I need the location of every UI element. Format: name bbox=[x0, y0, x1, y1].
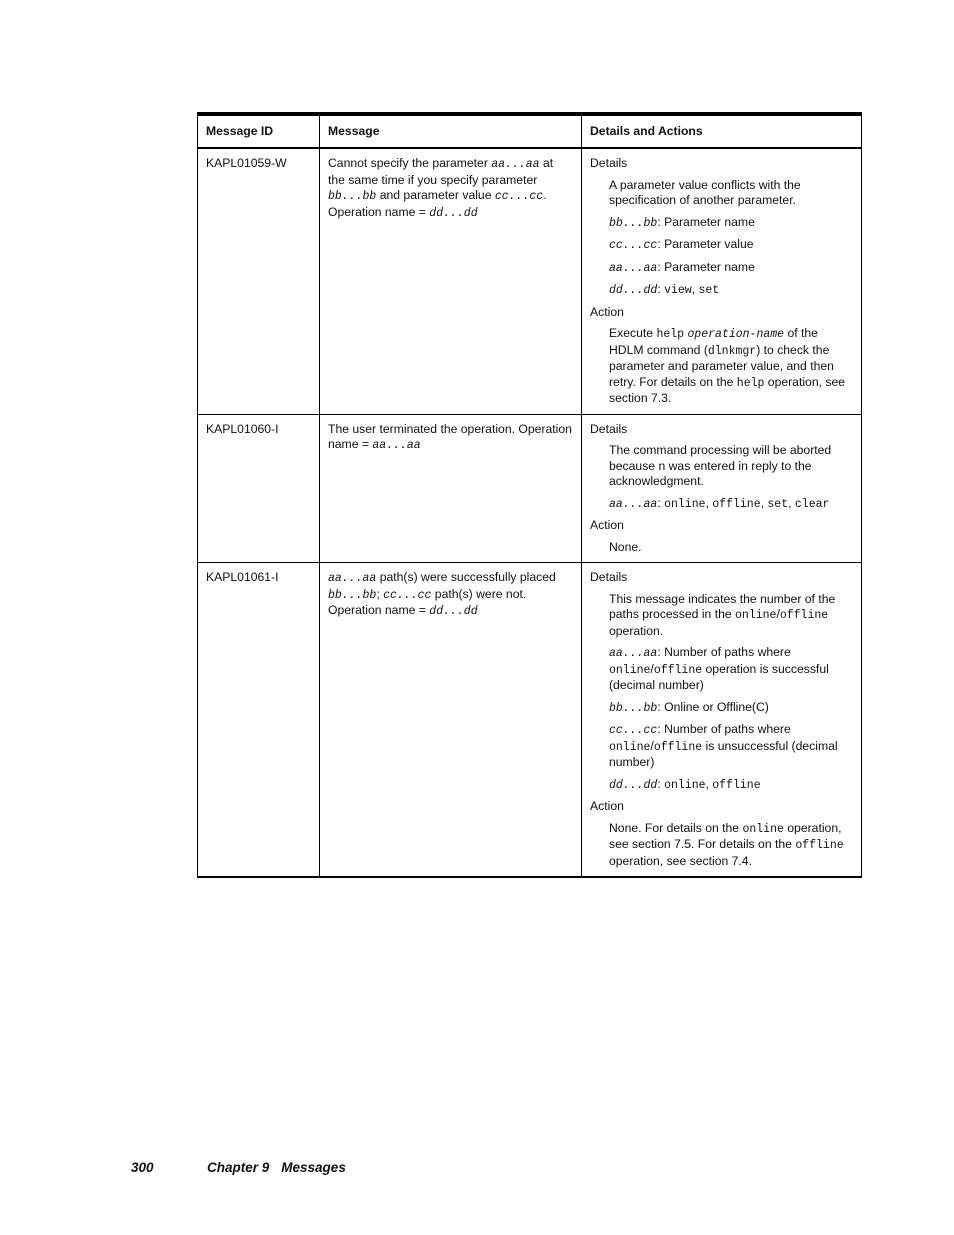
details-cell bbox=[582, 148, 862, 414]
variable-text: cc...cc bbox=[609, 724, 658, 737]
header-details-and-actions: Details and Actions bbox=[582, 114, 862, 148]
code-text: set bbox=[767, 497, 789, 511]
code-text: online bbox=[609, 663, 651, 677]
action-text: ) to check the parameter and parameter value, and then retry. For details on the bbox=[609, 342, 834, 389]
message-text: ; bbox=[376, 586, 384, 601]
section-label: Messages bbox=[281, 1160, 346, 1175]
details-label: Details bbox=[590, 156, 628, 170]
action-text: operation, see section 7.4. bbox=[609, 853, 752, 868]
action-label: Action bbox=[590, 518, 624, 532]
message-text: . Operation name = bbox=[328, 188, 547, 219]
detail-item bbox=[609, 443, 853, 490]
table-row bbox=[198, 563, 862, 878]
code-text: clear bbox=[794, 497, 830, 511]
variable-text: bb...bb bbox=[328, 588, 377, 602]
details-cell bbox=[582, 563, 862, 878]
detail-text: is unsuccessful (decimal number) bbox=[609, 738, 838, 769]
detail-text: : Parameter value bbox=[657, 237, 754, 251]
code-text: help bbox=[736, 376, 765, 390]
variable-text: aa...aa bbox=[609, 261, 658, 275]
chapter-label: Chapter 9 bbox=[207, 1160, 270, 1175]
detail-text: operation is successful (decimal number) bbox=[609, 661, 829, 692]
action-label: Action bbox=[590, 799, 624, 813]
action-text: None. For details on the bbox=[609, 820, 743, 835]
variable-text: aa...aa bbox=[609, 647, 658, 660]
detail-text: / bbox=[776, 607, 780, 621]
detail-item bbox=[609, 592, 853, 640]
variable-text: cc...cc bbox=[383, 588, 432, 602]
code-text: online bbox=[664, 778, 706, 792]
message-text: The user terminated the operation. Operation name = bbox=[328, 421, 572, 451]
page-number: 300 bbox=[131, 1160, 154, 1175]
variable-text: bb...bb bbox=[328, 190, 377, 203]
detail-item bbox=[609, 722, 853, 771]
detail-text: operation. bbox=[609, 623, 664, 638]
message-text: at the same time if you specify parameter bbox=[328, 156, 554, 187]
detail-text: : bbox=[657, 776, 665, 791]
detail-item bbox=[609, 215, 853, 232]
message-id-cell: KAPL01061-I bbox=[198, 563, 320, 878]
detail-item bbox=[609, 282, 853, 299]
code-text: online bbox=[664, 497, 706, 511]
detail-text: : Number of paths where bbox=[657, 722, 791, 736]
code-text: online bbox=[609, 740, 651, 754]
variable-text: dd...dd bbox=[429, 605, 478, 618]
code-text: offline bbox=[712, 778, 761, 792]
detail-text: / bbox=[650, 738, 654, 753]
detail-text: : Parameter name bbox=[657, 214, 755, 229]
code-text: offline bbox=[795, 839, 844, 852]
variable-text: operation-name bbox=[687, 328, 785, 341]
variable-text: dd...dd bbox=[429, 206, 478, 220]
action-item bbox=[609, 326, 853, 407]
table-header-row bbox=[198, 114, 862, 148]
table-row bbox=[198, 148, 862, 414]
variable-text: cc...cc bbox=[494, 190, 544, 203]
code-text: view bbox=[664, 284, 692, 297]
details-label: Details bbox=[590, 421, 628, 436]
detail-item bbox=[609, 496, 853, 513]
variable-text: bb...bb bbox=[609, 701, 658, 715]
page-footer bbox=[131, 1160, 346, 1175]
detail-text: The command processing will be aborted because n was entered in reply to the acknowledgment. bbox=[609, 443, 832, 488]
detail-text: : Online or Offline(C) bbox=[657, 699, 769, 714]
detail-item bbox=[609, 178, 853, 209]
detail-text: : Number of paths where bbox=[657, 645, 791, 659]
message-cell bbox=[320, 414, 582, 563]
detail-item bbox=[609, 645, 853, 694]
detail-item bbox=[609, 777, 853, 794]
code-text: set bbox=[698, 284, 720, 297]
detail-text: , bbox=[691, 282, 699, 296]
footer-chapter-title bbox=[207, 1160, 346, 1175]
details-label: Details bbox=[590, 570, 628, 584]
action-text: None. bbox=[609, 539, 642, 554]
code-text: online bbox=[735, 609, 777, 622]
detail-text: , bbox=[760, 495, 768, 510]
header-message-id: Message ID bbox=[198, 114, 320, 148]
variable-text: aa...aa bbox=[328, 572, 377, 585]
detail-item bbox=[609, 700, 853, 717]
variable-text: aa...aa bbox=[609, 497, 658, 511]
code-text: help bbox=[656, 328, 685, 341]
detail-item bbox=[609, 237, 853, 254]
action-text: operation, see section 7.3. bbox=[609, 374, 846, 405]
message-id-cell: KAPL01059-W bbox=[198, 148, 320, 414]
detail-text: , bbox=[705, 776, 713, 791]
action-text: Execute bbox=[609, 326, 657, 340]
detail-text: / bbox=[650, 661, 654, 676]
action-item bbox=[609, 540, 853, 556]
detail-text: : bbox=[657, 282, 665, 296]
detail-text: This message indicates the number of the paths processed in the bbox=[609, 591, 836, 621]
detail-text: : Parameter name bbox=[657, 259, 755, 274]
message-text: path(s) were not. Operation name = bbox=[328, 586, 527, 617]
action-item bbox=[609, 821, 853, 870]
code-text: offline bbox=[779, 609, 829, 622]
header-message: Message bbox=[320, 114, 582, 148]
action-text: of the HDLM command ( bbox=[609, 326, 818, 357]
message-cell bbox=[320, 148, 582, 414]
detail-text: A parameter value conflicts with the specification of another parameter. bbox=[609, 177, 801, 207]
detail-text: , bbox=[705, 495, 713, 510]
code-text: offline bbox=[653, 663, 703, 677]
detail-text: , bbox=[788, 495, 795, 510]
code-text: offline bbox=[712, 497, 761, 511]
code-text: offline bbox=[653, 740, 703, 754]
detail-item bbox=[609, 260, 853, 277]
table-row bbox=[198, 414, 862, 563]
variable-text: aa...aa bbox=[491, 158, 540, 171]
detail-text: : bbox=[657, 495, 665, 510]
message-id-cell: KAPL01060-I bbox=[198, 414, 320, 563]
message-cell bbox=[320, 563, 582, 878]
message-text: and parameter value bbox=[376, 188, 495, 202]
code-text: online bbox=[742, 822, 784, 836]
variable-text: bb...bb bbox=[609, 216, 658, 230]
variable-text: aa...aa bbox=[372, 439, 421, 452]
variable-text: cc...cc bbox=[609, 239, 658, 252]
action-label: Action bbox=[590, 304, 624, 319]
variable-text: dd...dd bbox=[609, 778, 658, 792]
details-cell bbox=[582, 414, 862, 563]
message-text: Cannot specify the parameter bbox=[328, 156, 492, 170]
variable-text: dd...dd bbox=[609, 284, 658, 297]
action-text: operation, see section 7.5. For details on the bbox=[609, 820, 842, 851]
messages-table bbox=[197, 112, 862, 878]
message-text: path(s) were successfully placed bbox=[376, 570, 556, 584]
code-text: dlnkmgr bbox=[707, 344, 757, 358]
